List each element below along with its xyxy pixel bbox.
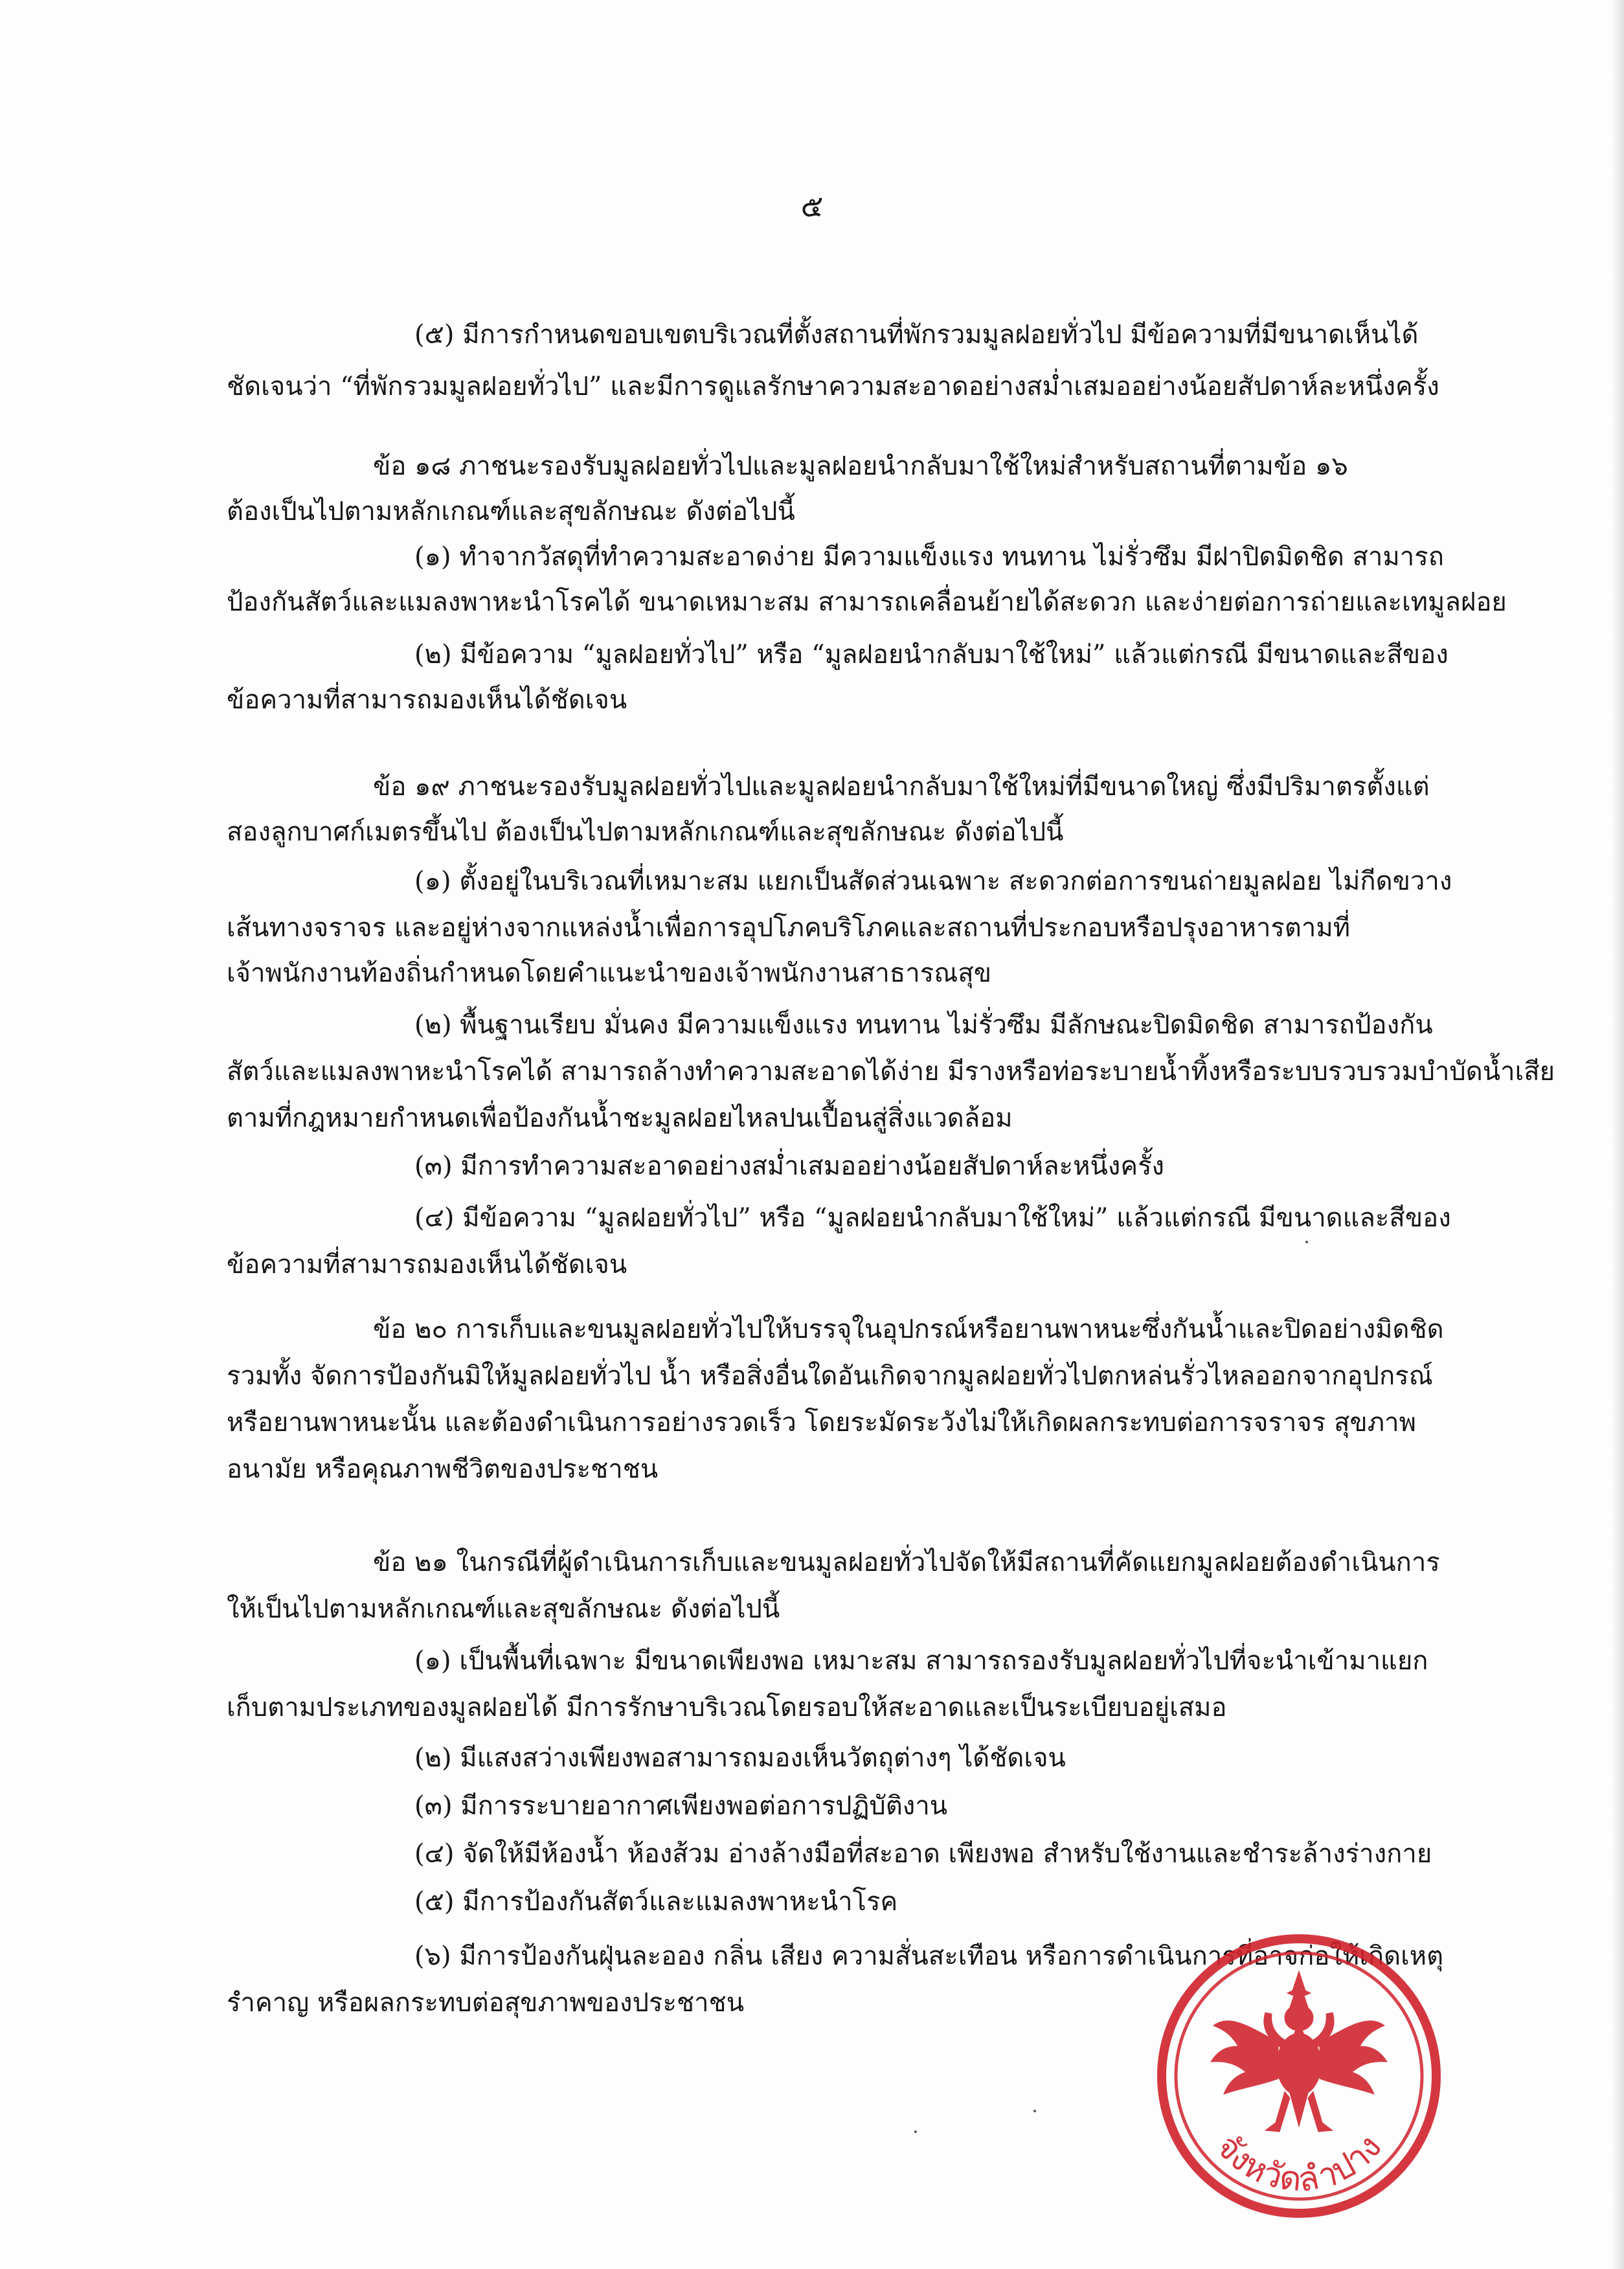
- text-line: ชัดเจนว่า “ที่พักรวมมูลฝอยทั่วไป” และมีการดูแลรักษาความสะอาดอย่างสม่ำเสมออย่างน้อยสัปดาห์ละหนึ่งครั้ง: [227, 372, 1439, 401]
- text-line: (๔) จัดให้มีห้องน้ำ ห้องส้วม อ่างล้างมือที่สะอาด เพียงพอ สำหรับใช้งานและชำระล้างร่างกาย: [414, 1839, 1432, 1869]
- text-line: (๒) พื้นฐานเรียบ มั่นคง มีความแข็งแรง ทนทาน ไม่รั่วซึม มีลักษณะปิดมิดชิด สามารถป้องกัน: [414, 1010, 1433, 1040]
- text-line: เส้นทางจราจร และอยู่ห่างจากแหล่งน้ำเพื่อการอุปโภคบริโภคและสถานที่ประกอบหรือปรุงอาหารตามที่: [227, 913, 1351, 943]
- text-line: (๔) มีข้อความ “มูลฝอยทั่วไป” หรือ “มูลฝอยนำกลับมาใช้ใหม่” แล้วแต่กรณี มีขนาดและสีของ: [414, 1203, 1451, 1233]
- text-line: ข้อ ๒๐ การเก็บและขนมูลฝอยทั่วไปให้บรรจุในอุปกรณ์หรือยานพาหนะซึ่งกันน้ำและปิดอย่างมิดชิด: [373, 1315, 1444, 1344]
- text-line: ข้อ ๑๘ ภาชนะรองรับมูลฝอยทั่วไปและมูลฝอยนำกลับมาใช้ใหม่สำหรับสถานที่ตามข้อ ๑๖: [373, 451, 1348, 481]
- text-line: ข้อความที่สามารถมองเห็นได้ชัดเจน: [227, 1250, 627, 1280]
- text-line: ตามที่กฎหมายกำหนดเพื่อป้องกันน้ำชะมูลฝอยไหลปนเปื้อนสู่สิ่งแวดล้อม: [227, 1103, 1013, 1133]
- text-line: ข้อ ๑๙ ภาชนะรองรับมูลฝอยทั่วไปและมูลฝอยนำกลับมาใช้ใหม่ที่มีขนาดใหญ่ ซึ่งมีปริมาตรตั้งแต่: [373, 772, 1430, 802]
- text-line: (๒) มีข้อความ “มูลฝอยทั่วไป” หรือ “มูลฝอยนำกลับมาใช้ใหม่” แล้วแต่กรณี มีขนาดและสีของ: [414, 640, 1449, 670]
- text-line: สองลูกบาศก์เมตรขึ้นไป ต้องเป็นไปตามหลักเกณฑ์และสุขลักษณะ ดังต่อไปนี้: [227, 817, 1064, 847]
- text-line: (๑) ตั้งอยู่ในบริเวณที่เหมาะสม แยกเป็นสัดส่วนเฉพาะ สะดวกต่อการขนถ่ายมูลฝอย ไม่กีดขวาง: [414, 866, 1452, 896]
- text-line: ข้อ ๒๑ ในกรณีที่ผู้ดำเนินการเก็บและขนมูลฝอยทั่วไปจัดให้มีสถานที่คัดแยกมูลฝอยต้องดำเนินการ: [373, 1548, 1440, 1577]
- text-line: (๕) มีการป้องกันสัตว์และแมลงพาหะนำโรค: [414, 1887, 898, 1917]
- province-seal-stamp: [1151, 1928, 1447, 2224]
- text-line: (๑) ทำจากวัสดุที่ทำความสะอาดง่าย มีความแข็งแรง ทนทาน ไม่รั่วซึม มีฝาปิดมิดชิด สามารถ: [414, 542, 1444, 572]
- text-line: หรือยานพาหนะนั้น และต้องดำเนินการอย่างรวดเร็ว โดยระมัดระวังไม่ให้เกิดผลกระทบต่อการจราจร สุขภาพ: [227, 1408, 1416, 1438]
- text-line: ป้องกันสัตว์และแมลงพาหะนำโรคได้ ขนาดเหมาะสม สามารถเคลื่อนย้ายได้สะดวก และง่ายต่อการถ่ายและเทมูลฝอย: [227, 587, 1507, 617]
- garuda-emblem-icon: [1211, 1971, 1387, 2132]
- text-line: (๓) มีการระบายอากาศเพียงพอต่อการปฏิบัติงาน: [414, 1791, 948, 1821]
- page-number: ๕: [800, 188, 824, 223]
- text-line: อนามัย หรือคุณภาพชีวิตของประชาชน: [227, 1454, 659, 1484]
- text-line: (๕) มีการกำหนดขอบเขตบริเวณที่ตั้งสถานที่พักรวมมูลฝอยทั่วไป มีข้อความที่มีขนาดเห็นได้: [414, 320, 1419, 350]
- text-line: (๖) มีการป้องกันฝุ่นละออง กลิ่น เสียง ความสั่นสะเทือน หรือการดำเนินการที่อาจก่อให้เกิดเหตุ: [414, 1941, 1444, 1971]
- text-line: ข้อความที่สามารถมองเห็นได้ชัดเจน: [227, 685, 627, 715]
- text-line: (๒) มีแสงสว่างเพียงพอสามารถมองเห็นวัตถุต่างๆ ได้ชัดเจน: [414, 1743, 1066, 1773]
- page-edge-shadow: [1611, 0, 1624, 2269]
- text-line: (๑) เป็นพื้นที่เฉพาะ มีขนาดเพียงพอ เหมาะสม สามารถรองรับมูลฝอยทั่วไปที่จะนำเข้ามาแยก: [414, 1646, 1428, 1676]
- scan-speck: [914, 2130, 917, 2133]
- text-line: ให้เป็นไปตามหลักเกณฑ์และสุขลักษณะ ดังต่อไปนี้: [227, 1594, 780, 1624]
- text-line: เก็บตามประเภทของมูลฝอยได้ มีการรักษาบริเวณโดยรอบให้สะอาดและเป็นระเบียบอยู่เสมอ: [227, 1693, 1227, 1722]
- text-line: รวมทั้ง จัดการป้องกันมิให้มูลฝอยทั่วไป น้ำ หรือสิ่งอื่นใดอันเกิดจากมูลฝอยทั่วไปตกหล่นรั่วไหลออกจากอุปกรณ์: [227, 1361, 1433, 1391]
- text-line: ต้องเป็นไปตามหลักเกณฑ์และสุขลักษณะ ดังต่อไปนี้: [227, 497, 795, 526]
- text-line: เจ้าพนักงานท้องถิ่นกำหนดโดยคำแนะนำของเจ้าพนักงานสาธารณสุข: [227, 958, 992, 988]
- text-line: รำคาญ หรือผลกระทบต่อสุขภาพของประชาชน: [227, 1988, 745, 2018]
- seal-text: จังหวัดลำปาง: [1208, 2127, 1390, 2200]
- text-line: สัตว์และแมลงพาหะนำโรคได้ สามารถล้างทำความสะอาดได้ง่าย มีรางหรือท่อระบายน้ำทิ้งหรือระบบรวบรวมบำบัดน้ำเสีย: [227, 1057, 1555, 1087]
- scan-speck: [1305, 1241, 1308, 1243]
- scan-speck: [1033, 2110, 1036, 2112]
- text-line: (๓) มีการทำความสะอาดอย่างสม่ำเสมออย่างน้อยสัปดาห์ละหนึ่งครั้ง: [414, 1151, 1165, 1181]
